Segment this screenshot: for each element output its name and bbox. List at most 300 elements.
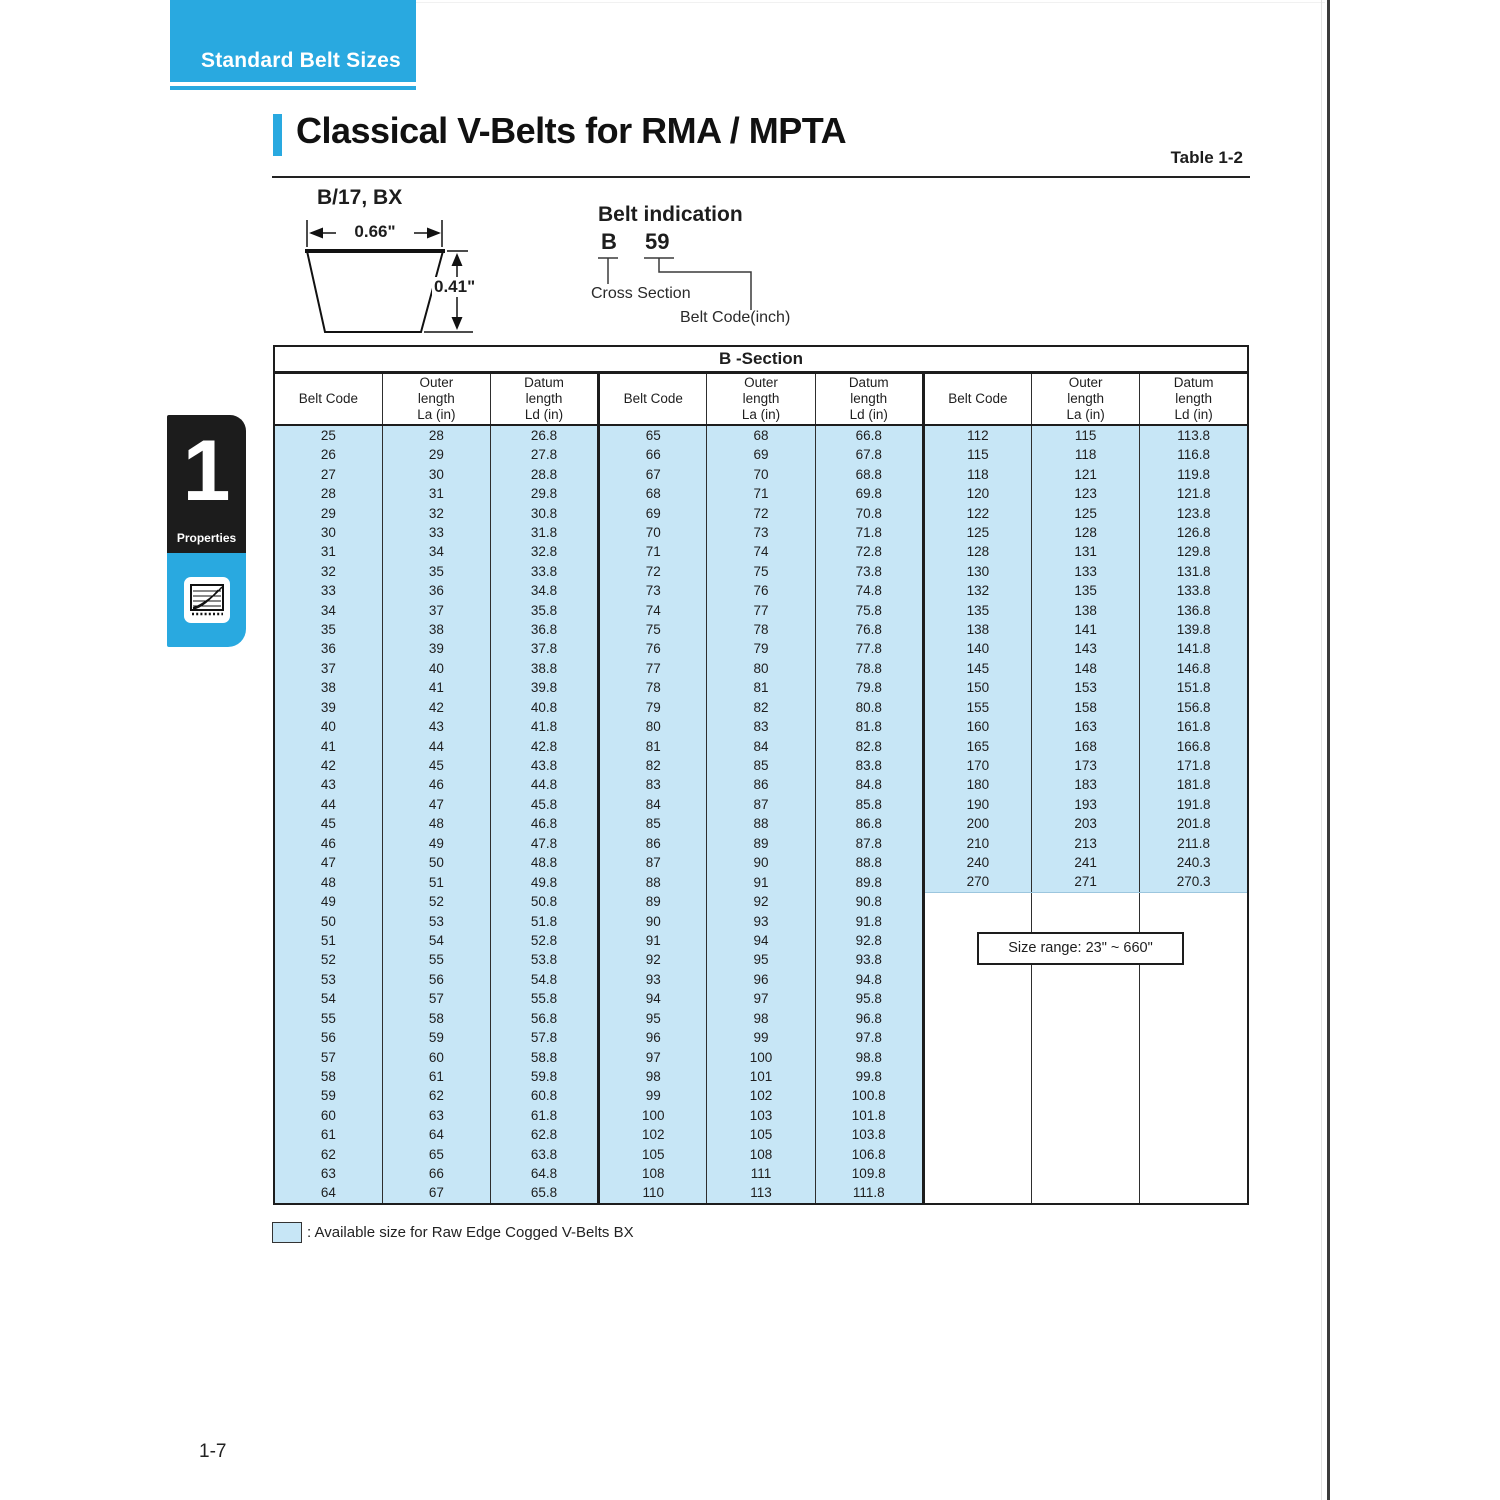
table-cell: 94 bbox=[599, 989, 707, 1008]
table-cell: 46.8 bbox=[490, 814, 598, 833]
table-cell: 94 bbox=[707, 931, 815, 950]
table-cell: 69 bbox=[707, 445, 815, 464]
table-row bbox=[274, 445, 1248, 464]
table-cell bbox=[923, 1028, 1031, 1047]
table-cell: 94.8 bbox=[815, 970, 923, 989]
table-cell: 92 bbox=[599, 950, 707, 969]
table-row bbox=[274, 639, 1248, 658]
table-cell: 63 bbox=[382, 1106, 490, 1125]
table-cell: 98.8 bbox=[815, 1048, 923, 1067]
table-cell: 132 bbox=[923, 581, 1031, 600]
table-cell: 84 bbox=[707, 737, 815, 756]
table-cell: 50.8 bbox=[490, 892, 598, 911]
table-row bbox=[274, 756, 1248, 775]
table-cell: 103 bbox=[707, 1106, 815, 1125]
table-cell bbox=[1032, 1067, 1140, 1086]
table-cell: 43 bbox=[382, 717, 490, 736]
table-cell: 98 bbox=[599, 1067, 707, 1086]
table-cell: 213 bbox=[1032, 834, 1140, 853]
column-header-belt-code: Belt Code bbox=[274, 372, 382, 425]
table-cell: 87 bbox=[599, 853, 707, 872]
table-cell: 25 bbox=[274, 425, 382, 445]
table-cell bbox=[1032, 912, 1140, 931]
table-cell: 82.8 bbox=[815, 737, 923, 756]
table-row bbox=[274, 1183, 1248, 1203]
table-cell: 91.8 bbox=[815, 912, 923, 931]
belt-table bbox=[273, 345, 1249, 1205]
table-cell bbox=[1032, 1145, 1140, 1164]
table-cell: 57 bbox=[382, 989, 490, 1008]
cross-section-value: B bbox=[601, 229, 617, 254]
belt-indication-heading: Belt indication bbox=[598, 203, 743, 226]
table-cell: 80 bbox=[599, 717, 707, 736]
table-cell: 39 bbox=[274, 698, 382, 717]
table-cell: 163 bbox=[1032, 717, 1140, 736]
table-cell: 51 bbox=[274, 931, 382, 950]
table-cell: 89.8 bbox=[815, 872, 923, 892]
table-cell: 118 bbox=[1032, 445, 1140, 464]
table-cell: 240.3 bbox=[1140, 853, 1248, 872]
table-cell: 95 bbox=[599, 1009, 707, 1028]
table-cell: 211.8 bbox=[1140, 834, 1248, 853]
table-cell: 109.8 bbox=[815, 1164, 923, 1183]
belt-profile-label: B/17, BX bbox=[317, 186, 403, 209]
table-cell: 75 bbox=[599, 620, 707, 639]
table-cell: 180 bbox=[923, 775, 1031, 794]
table-cell: 56.8 bbox=[490, 1009, 598, 1028]
table-cell: 136.8 bbox=[1140, 601, 1248, 620]
table-cell: 41.8 bbox=[490, 717, 598, 736]
table-cell: 56 bbox=[382, 970, 490, 989]
title-accent-bar bbox=[273, 114, 282, 156]
table-cell: 60 bbox=[274, 1106, 382, 1125]
table-cell bbox=[923, 1145, 1031, 1164]
table-cell: 62 bbox=[382, 1086, 490, 1105]
table-cell: 97 bbox=[599, 1048, 707, 1067]
table-cell: 85.8 bbox=[815, 795, 923, 814]
table-cell: 153 bbox=[1032, 678, 1140, 697]
table-row bbox=[274, 989, 1248, 1008]
table-cell: 93.8 bbox=[815, 950, 923, 969]
chart-table-icon-glyph bbox=[189, 583, 225, 617]
table-cell: 108 bbox=[599, 1164, 707, 1183]
legend-swatch bbox=[272, 1222, 302, 1243]
table-cell: 115 bbox=[923, 445, 1031, 464]
table-cell: 79 bbox=[707, 639, 815, 658]
table-row bbox=[274, 523, 1248, 542]
table-cell: 271 bbox=[1032, 872, 1140, 892]
table-cell bbox=[1032, 989, 1140, 1008]
table-cell: 46 bbox=[274, 834, 382, 853]
table-cell: 135 bbox=[1032, 581, 1140, 600]
table-cell: 82 bbox=[599, 756, 707, 775]
table-cell: 193 bbox=[1032, 795, 1140, 814]
table-cell: 38.8 bbox=[490, 659, 598, 678]
table-cell: 31 bbox=[274, 542, 382, 561]
table-cell: 166.8 bbox=[1140, 737, 1248, 756]
table-cell: 45.8 bbox=[490, 795, 598, 814]
arrowhead-up-icon bbox=[452, 253, 463, 266]
table-cell: 31.8 bbox=[490, 523, 598, 542]
table-cell: 54.8 bbox=[490, 970, 598, 989]
table-cell: 29 bbox=[382, 445, 490, 464]
table-cell: 33 bbox=[382, 523, 490, 542]
table-cell: 113.8 bbox=[1140, 425, 1248, 445]
table-cell: 34 bbox=[274, 601, 382, 620]
table-cell: 181.8 bbox=[1140, 775, 1248, 794]
table-cell: 30 bbox=[274, 523, 382, 542]
table-cell: 74 bbox=[599, 601, 707, 620]
table-cell: 140 bbox=[923, 639, 1031, 658]
table-cell: 59.8 bbox=[490, 1067, 598, 1086]
table-cell: 26 bbox=[274, 445, 382, 464]
table-cell: 125 bbox=[923, 523, 1031, 542]
table-cell: 35 bbox=[382, 562, 490, 581]
table-cell: 52 bbox=[274, 950, 382, 969]
table-cell: 54 bbox=[382, 931, 490, 950]
table-cell: 141 bbox=[1032, 620, 1140, 639]
table-cell: 59 bbox=[274, 1086, 382, 1105]
arrowhead-down-icon bbox=[452, 317, 463, 330]
table-cell bbox=[923, 1183, 1031, 1203]
table-cell: 59 bbox=[382, 1028, 490, 1047]
table-cell: 46 bbox=[382, 775, 490, 794]
table-row bbox=[274, 795, 1248, 814]
table-cell: 120 bbox=[923, 484, 1031, 503]
table-cell: 168 bbox=[1032, 737, 1140, 756]
chapter-tab bbox=[170, 0, 416, 82]
table-cell: 86 bbox=[707, 775, 815, 794]
table-cell: 113 bbox=[707, 1183, 815, 1203]
table-cell: 45 bbox=[382, 756, 490, 775]
table-cell: 64.8 bbox=[490, 1164, 598, 1183]
table-cell: 106.8 bbox=[815, 1145, 923, 1164]
table-cell: 31 bbox=[382, 484, 490, 503]
table-cell: 44 bbox=[382, 737, 490, 756]
table-cell: 28.8 bbox=[490, 465, 598, 484]
table-row bbox=[274, 659, 1248, 678]
table-cell: 77 bbox=[707, 601, 815, 620]
table-cell: 57.8 bbox=[490, 1028, 598, 1047]
table-cell: 73 bbox=[599, 581, 707, 600]
table-cell: 98 bbox=[707, 1009, 815, 1028]
page-title: Classical V-Belts for RMA / MPTA bbox=[296, 110, 847, 151]
table-cell: 61.8 bbox=[490, 1106, 598, 1125]
table-cell bbox=[1032, 1125, 1140, 1144]
table-cell bbox=[1140, 912, 1248, 931]
chapter-tab-underline bbox=[170, 86, 416, 90]
table-cell: 130 bbox=[923, 562, 1031, 581]
table-cell: 128 bbox=[1032, 523, 1140, 542]
table-cell: 39.8 bbox=[490, 678, 598, 697]
table-cell: 110 bbox=[599, 1183, 707, 1203]
table-cell: 103.8 bbox=[815, 1125, 923, 1144]
table-cell: 42 bbox=[274, 756, 382, 775]
table-cell: 76 bbox=[707, 581, 815, 600]
table-cell: 49 bbox=[382, 834, 490, 853]
table-cell: 155 bbox=[923, 698, 1031, 717]
table-cell: 139.8 bbox=[1140, 620, 1248, 639]
title-divider-rule bbox=[272, 176, 1250, 178]
table-cell: 88 bbox=[599, 872, 707, 892]
table-cell: 36 bbox=[274, 639, 382, 658]
table-cell: 58 bbox=[274, 1067, 382, 1086]
table-cell: 73.8 bbox=[815, 562, 923, 581]
table-cell: 40 bbox=[382, 659, 490, 678]
table-cell: 77.8 bbox=[815, 639, 923, 658]
table-row bbox=[274, 912, 1248, 931]
table-cell: 47 bbox=[274, 853, 382, 872]
table-cell: 36 bbox=[382, 581, 490, 600]
table-cell: 183 bbox=[1032, 775, 1140, 794]
table-cell: 74 bbox=[707, 542, 815, 561]
table-cell: 99 bbox=[599, 1086, 707, 1105]
table-row bbox=[274, 542, 1248, 561]
table-cell: 135 bbox=[923, 601, 1031, 620]
table-cell: 241 bbox=[1032, 853, 1140, 872]
table-cell: 35 bbox=[274, 620, 382, 639]
column-header-outer-length: Outer length La (in) bbox=[1032, 372, 1140, 425]
table-cell: 68.8 bbox=[815, 465, 923, 484]
table-cell: 49 bbox=[274, 892, 382, 911]
table-cell: 145 bbox=[923, 659, 1031, 678]
table-cell bbox=[923, 1009, 1031, 1028]
table-row bbox=[274, 892, 1248, 911]
table-cell bbox=[1140, 1028, 1248, 1047]
table-cell bbox=[1140, 970, 1248, 989]
table-cell: 60.8 bbox=[490, 1086, 598, 1105]
table-cell: 72 bbox=[599, 562, 707, 581]
table-cell: 87.8 bbox=[815, 834, 923, 853]
table-cell: 55 bbox=[382, 950, 490, 969]
table-cell: 71 bbox=[707, 484, 815, 503]
table-row bbox=[274, 504, 1248, 523]
table-cell bbox=[1032, 1009, 1140, 1028]
table-cell: 90 bbox=[599, 912, 707, 931]
table-cell: 100.8 bbox=[815, 1086, 923, 1105]
table-cell: 240 bbox=[923, 853, 1031, 872]
table-cell: 111 bbox=[707, 1164, 815, 1183]
table-cell: 45 bbox=[274, 814, 382, 833]
table-cell: 150 bbox=[923, 678, 1031, 697]
table-cell: 38 bbox=[274, 678, 382, 697]
column-header-belt-code: Belt Code bbox=[923, 372, 1031, 425]
table-row bbox=[274, 698, 1248, 717]
table-cell: 82 bbox=[707, 698, 815, 717]
table-section-title: B -Section bbox=[274, 346, 1248, 372]
table-cell: 58.8 bbox=[490, 1048, 598, 1067]
table-cell: 95 bbox=[707, 950, 815, 969]
table-cell: 83 bbox=[599, 775, 707, 794]
table-cell: 76.8 bbox=[815, 620, 923, 639]
table-cell: 49.8 bbox=[490, 872, 598, 892]
table-cell: 89 bbox=[707, 834, 815, 853]
table-cell: 102 bbox=[707, 1086, 815, 1105]
table-cell: 58 bbox=[382, 1009, 490, 1028]
table-cell: 50 bbox=[274, 912, 382, 931]
table-cell bbox=[923, 1164, 1031, 1183]
table-cell: 92.8 bbox=[815, 931, 923, 950]
table-cell: 55.8 bbox=[490, 989, 598, 1008]
table-cell: 108 bbox=[707, 1145, 815, 1164]
table-row bbox=[274, 775, 1248, 794]
table-cell: 52 bbox=[382, 892, 490, 911]
table-row bbox=[274, 1145, 1248, 1164]
table-cell: 97 bbox=[707, 989, 815, 1008]
table-cell: 210 bbox=[923, 834, 1031, 853]
table-cell: 48 bbox=[382, 814, 490, 833]
table-cell: 122 bbox=[923, 504, 1031, 523]
table-cell: 112 bbox=[923, 425, 1031, 445]
table-cell: 76 bbox=[599, 639, 707, 658]
table-cell: 105 bbox=[707, 1125, 815, 1144]
table-row bbox=[274, 717, 1248, 736]
table-cell: 86.8 bbox=[815, 814, 923, 833]
table-cell: 92 bbox=[707, 892, 815, 911]
table-cell: 39 bbox=[382, 639, 490, 658]
table-cell: 27 bbox=[274, 465, 382, 484]
table-cell: 91 bbox=[707, 872, 815, 892]
table-cell: 90 bbox=[707, 853, 815, 872]
table-cell: 60 bbox=[382, 1048, 490, 1067]
chapter-number: 1 bbox=[182, 423, 231, 519]
table-cell: 26.8 bbox=[490, 425, 598, 445]
table-cell: 203 bbox=[1032, 814, 1140, 833]
table-cell: 83.8 bbox=[815, 756, 923, 775]
table-cell: 68 bbox=[599, 484, 707, 503]
arrowhead-right-icon bbox=[427, 228, 441, 239]
page-edge-rule-light bbox=[1321, 0, 1322, 1500]
table-cell: 74.8 bbox=[815, 581, 923, 600]
table-cell: 34 bbox=[382, 542, 490, 561]
table-cell: 200 bbox=[923, 814, 1031, 833]
table-cell: 86 bbox=[599, 834, 707, 853]
table-cell: 78 bbox=[707, 620, 815, 639]
table-cell: 85 bbox=[707, 756, 815, 775]
table-cell: 131.8 bbox=[1140, 562, 1248, 581]
table-cell: 131 bbox=[1032, 542, 1140, 561]
table-cell: 190 bbox=[923, 795, 1031, 814]
sidebar-chapter-tab bbox=[167, 415, 246, 553]
table-cell: 32 bbox=[382, 504, 490, 523]
table-cell: 28 bbox=[382, 425, 490, 445]
table-cell bbox=[1032, 1048, 1140, 1067]
table-cell: 85 bbox=[599, 814, 707, 833]
table-cell: 129.8 bbox=[1140, 542, 1248, 561]
table-cell: 52.8 bbox=[490, 931, 598, 950]
table-row bbox=[274, 425, 1248, 445]
table-cell: 40 bbox=[274, 717, 382, 736]
depth-dimension-label: 0.41" bbox=[434, 277, 476, 296]
table-cell bbox=[1140, 1183, 1248, 1203]
table-cell bbox=[1140, 1164, 1248, 1183]
table-cell bbox=[923, 1067, 1031, 1086]
table-cell: 57 bbox=[274, 1048, 382, 1067]
sidebar-section-tab bbox=[167, 553, 246, 647]
table-cell: 65.8 bbox=[490, 1183, 598, 1203]
table-cell: 143 bbox=[1032, 639, 1140, 658]
table-cell: 66 bbox=[599, 445, 707, 464]
table-cell: 79.8 bbox=[815, 678, 923, 697]
table-cell: 81 bbox=[707, 678, 815, 697]
table-cell: 83 bbox=[707, 717, 815, 736]
table-cell: 96 bbox=[599, 1028, 707, 1047]
size-range-note: Size range: 23" ~ 660" bbox=[977, 932, 1184, 965]
width-dimension-label: 0.66" bbox=[336, 222, 414, 242]
table-cell: 111.8 bbox=[815, 1183, 923, 1203]
table-cell: 128 bbox=[923, 542, 1031, 561]
table-cell bbox=[1140, 1048, 1248, 1067]
table-cell: 95.8 bbox=[815, 989, 923, 1008]
table-cell: 96.8 bbox=[815, 1009, 923, 1028]
table-cell: 64 bbox=[274, 1183, 382, 1203]
table-cell: 191.8 bbox=[1140, 795, 1248, 814]
table-row bbox=[274, 814, 1248, 833]
page-number: 1-7 bbox=[199, 1441, 227, 1462]
table-cell: 42 bbox=[382, 698, 490, 717]
table-cell: 61 bbox=[382, 1067, 490, 1086]
table-cell: 148 bbox=[1032, 659, 1140, 678]
column-header-datum-length: Datum length Ld (in) bbox=[490, 372, 598, 425]
table-cell: 35.8 bbox=[490, 601, 598, 620]
table-cell: 88.8 bbox=[815, 853, 923, 872]
column-header-outer-length: Outer length La (in) bbox=[707, 372, 815, 425]
table-cell bbox=[1032, 892, 1140, 911]
table-cell bbox=[923, 1125, 1031, 1144]
table-cell: 156.8 bbox=[1140, 698, 1248, 717]
table-cell: 90.8 bbox=[815, 892, 923, 911]
table-cell: 69.8 bbox=[815, 484, 923, 503]
table-cell: 123.8 bbox=[1140, 504, 1248, 523]
table-cell: 133.8 bbox=[1140, 581, 1248, 600]
table-cell: 65 bbox=[599, 425, 707, 445]
table-row bbox=[274, 1106, 1248, 1125]
page-edge-rule bbox=[1327, 0, 1330, 1500]
table-cell: 33.8 bbox=[490, 562, 598, 581]
table-cell: 89 bbox=[599, 892, 707, 911]
table-cell: 165 bbox=[923, 737, 1031, 756]
table-cell: 29 bbox=[274, 504, 382, 523]
table-cell: 71.8 bbox=[815, 523, 923, 542]
table-cell: 48 bbox=[274, 872, 382, 892]
table-cell: 55 bbox=[274, 1009, 382, 1028]
legend-text: : Available size for Raw Edge Cogged V-Belts BX bbox=[307, 1224, 634, 1241]
table-cell: 63 bbox=[274, 1164, 382, 1183]
table-cell bbox=[923, 1048, 1031, 1067]
table-row bbox=[274, 581, 1248, 600]
table-cell: 161.8 bbox=[1140, 717, 1248, 736]
table-cell: 80 bbox=[707, 659, 815, 678]
belt-profile-shape bbox=[307, 251, 443, 332]
table-cell: 44 bbox=[274, 795, 382, 814]
chapter-tab-label: Standard Belt Sizes bbox=[201, 49, 401, 72]
table-cell: 171.8 bbox=[1140, 756, 1248, 775]
table-cell: 78.8 bbox=[815, 659, 923, 678]
table-row bbox=[274, 1125, 1248, 1144]
table-cell: 28 bbox=[274, 484, 382, 503]
table-cell: 141.8 bbox=[1140, 639, 1248, 658]
table-cell: 270 bbox=[923, 872, 1031, 892]
table-cell: 51.8 bbox=[490, 912, 598, 931]
table-cell: 50 bbox=[382, 853, 490, 872]
table-cell: 29.8 bbox=[490, 484, 598, 503]
table-cell: 100 bbox=[599, 1106, 707, 1125]
table-cell: 105 bbox=[599, 1145, 707, 1164]
table-cell: 201.8 bbox=[1140, 814, 1248, 833]
table-cell bbox=[1140, 989, 1248, 1008]
table-cell bbox=[923, 1106, 1031, 1125]
chart-table-icon bbox=[184, 577, 230, 623]
